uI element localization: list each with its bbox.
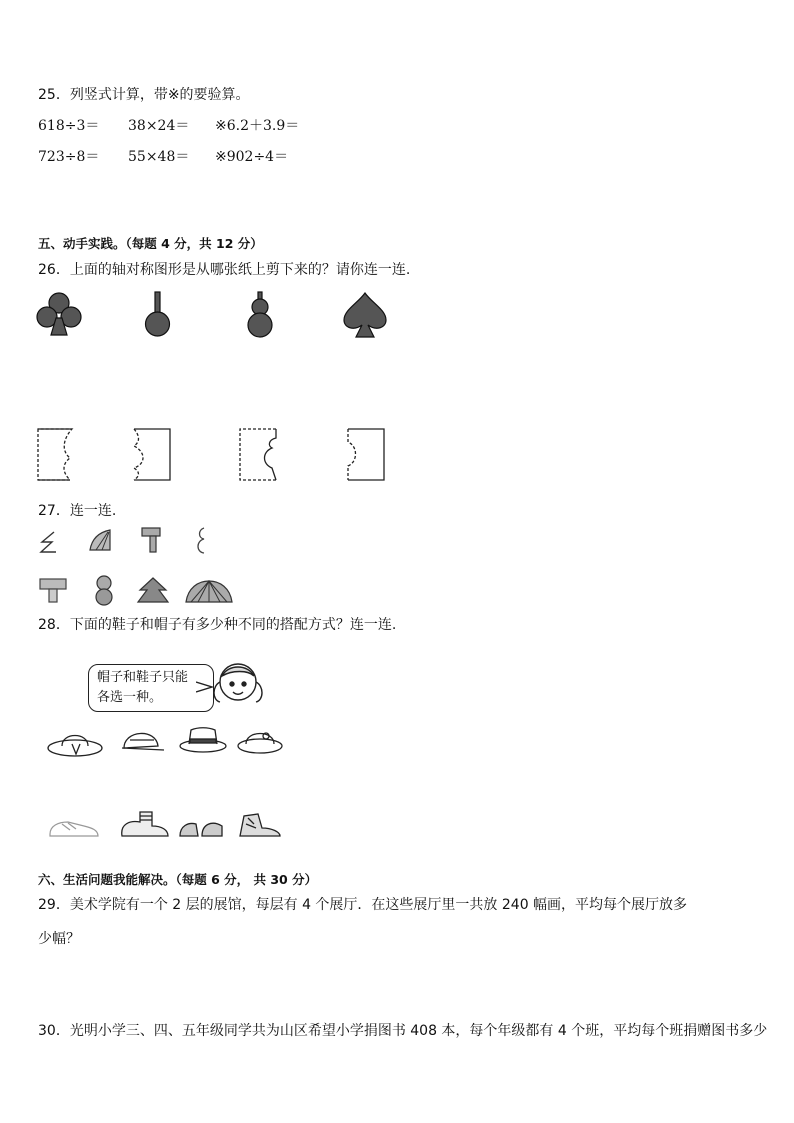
calc-2: 38×24＝ <box>128 118 190 134</box>
section-5-title: 五、动手实践。（每题 4 分，共 12 分） <box>38 236 263 251</box>
club-shape-icon <box>34 290 84 338</box>
gourd-shape-icon <box>240 290 280 340</box>
snowman-icon <box>92 574 116 606</box>
q25-title: 25．列竖式计算，带※的要验算。 <box>38 87 250 103</box>
calc-6: ※902÷4＝ <box>215 149 289 165</box>
bubble-line-1: 帽子和鞋子只能 <box>97 670 189 685</box>
calc-3: ※6.2＋3.9＝ <box>215 118 300 134</box>
folded-paper-2 <box>128 426 176 484</box>
flower-hat-icon <box>236 722 284 756</box>
calc-4: 723÷8＝ <box>38 149 100 165</box>
q29-line-1: 29．美术学院有一个 2 层的展馆，每层有 4 个展厅．在这些展厅里一共放 240 幅画，平均每个展厅放多 <box>38 897 688 913</box>
cap-icon <box>118 722 166 758</box>
folded-paper-4 <box>342 426 390 484</box>
section-6-title: 六、生活问题我能解决。（每题 6 分， 共 30 分） <box>38 872 318 887</box>
boots-icon <box>116 806 174 842</box>
half-mushroom-icon <box>140 526 164 556</box>
half-tree-icon <box>38 530 60 556</box>
mushroom-icon <box>36 576 70 604</box>
sun-hat-icon <box>46 724 104 760</box>
half-snowman-icon <box>194 526 210 556</box>
calc-5: 55×48＝ <box>128 149 190 165</box>
shoes-pair-icon <box>176 810 226 842</box>
umbrella-icon <box>184 578 234 606</box>
q30-line-1: 30．光明小学三、四、五年级同学共为山区希望小学捐图书 408 本，每个年级都有 4 个班，平均每个班捐赠图书多少 <box>38 1023 768 1039</box>
bubble-line-2: 各选一种。 <box>97 690 163 705</box>
spade-shape-icon <box>338 290 392 340</box>
sneaker-icon <box>46 812 102 842</box>
folded-paper-3 <box>234 426 282 484</box>
high-tops-icon <box>234 808 284 842</box>
q28-title: 28．下面的鞋子和帽子有多少种不同的搭配方式？连一连. <box>38 617 397 633</box>
calc-1: 618÷3＝ <box>38 118 100 134</box>
q26-title: 26．上面的轴对称图形是从哪张纸上剪下来的？请你连一连. <box>38 262 411 278</box>
folded-paper-1 <box>36 426 80 484</box>
q29-line-2: 少幅？ <box>38 931 80 947</box>
girl-icon <box>208 656 270 716</box>
tree-icon <box>136 576 170 606</box>
fedora-icon <box>178 724 228 756</box>
half-umbrella-icon <box>86 528 116 554</box>
keyhole-shape-icon <box>138 290 178 340</box>
q27-title: 27．连一连. <box>38 503 117 519</box>
